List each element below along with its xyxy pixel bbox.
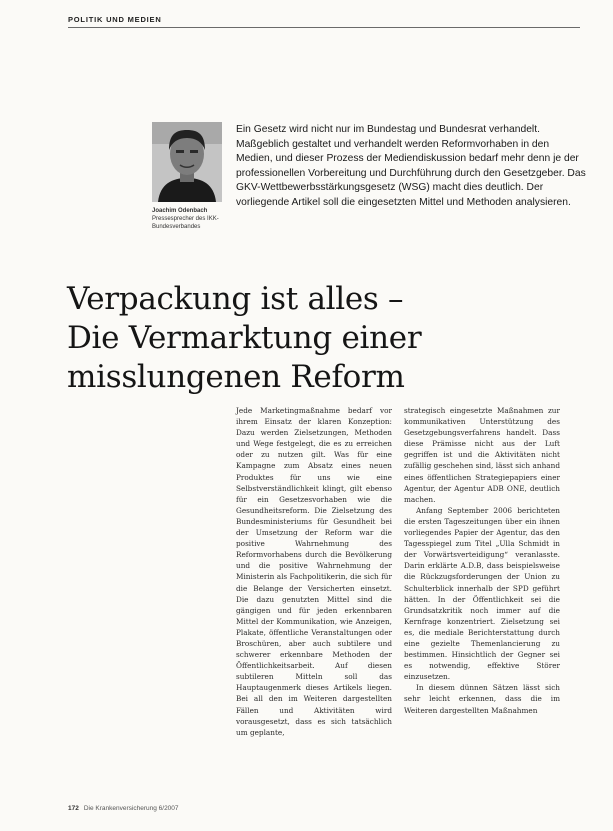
headline-line-3: misslungenen Reform (67, 359, 405, 395)
body-paragraph: Anfang September 2006 berichteten die ersten Tageszeitungen über ein ihnen vorliegendes Papier der Agentur, das den Tagesspiegel zum Titel „Ulla Schmidt in der Vorwärtsverteidigung“ veranlasste. Darin erklärte A.D.B, dass beispielsweise die Rückzugsforderungen der Union zu Schulterblick innerhalb der SPD geführt hätten. In der Öffentlichkeit sei die Grundsatzkritik noch immer auf die Kernfrage konzentriert. Zielsetzung sei es, die mediale Berichterstattung durch eine gezielte Themenlancierung zu bestimmen. Hinsichtlich der Gegner sei es notwendig, effektive Störer einzusetzen. (404, 505, 560, 682)
headline-line-2: Die Vermarktung einer (67, 320, 422, 356)
header-rule (68, 27, 580, 28)
body-paragraph: In diesem dünnen Sätzen lässt sich sehr leicht erkennen, dass die im Weiteren dargestellten Maßnahmen (404, 683, 560, 715)
article-headline (67, 280, 597, 397)
section-label: POLITIK UND MEDIEN (68, 15, 162, 24)
body-column-2 (404, 405, 560, 716)
body-paragraph: strategisch eingesetzte Maßnahmen zur kommunikativen Unterstützung des Gesetzgebungsverfahrens handelt. Dass diese Prämisse nicht aus der Luft gegriffen ist und die Aktivitäten nicht zufällig geschehen sind, lässt sich anhand eines öffentlichen Strategiepapiers einer Agentur, der Agentur ADB ONE, deutlich machen. (404, 406, 560, 504)
headline-line-1: Verpackung ist alles – (67, 281, 404, 317)
page-footer (68, 805, 179, 812)
lead-paragraph: Ein Gesetz wird nicht nur im Bundestag und Bundesrat verhandelt. Maßgeblich gestaltet und verhandelt werden Reformvorhaben in den Medien, und dieser Prozess der Mediendiskussion bedarf mehr denn je der professionellen Vorbereitung und Durchführung durch den Gesetzgeber. Das GKV-Wettbewerbsstärkungsgesetz (WSG) macht dies deutlich. Der vorliegende Artikel soll die eingesetzten Mittel und Methoden analysieren. (236, 124, 586, 208)
body-column-1 (236, 405, 392, 738)
author-caption (152, 207, 230, 231)
author-role: Pressesprecher des IKK-Bundesverbandes (152, 216, 219, 230)
author-name: Joachim Odenbach (152, 208, 208, 214)
journal-name: Die Krankenversicherung 6/2007 (83, 805, 179, 812)
body-paragraph: Jede Marketingmaßnahme bedarf vor ihrem Einsatz der klaren Konzeption: Dazu werden Zielsetzungen, Methoden und Wege festgelegt, die es zu erreichen oder zu nutzen gilt. Was für eine Kampagne zum Absatz eines neuen Produktes für uns wie eine Selbstverständlichkeit klingt, gilt ebenso für ein Gesetzesvorhaben wie die Gesundheitsreform. Die Zielsetzung des Bundesministeriums für Gesundheit bei der Umsetzung der Reform war die positive Wahrnehmung des Reformvorhabens durch die Bevölkerung und die positive Wahrnehmung der Ministerin als Fachpolitikerin, die sich für die Belange der Versicherten einsetzt. Die dazu genutzten Mittel sind die gängigen und für jeden erkennbaren Mittel der Kommunikation, wie Anzeigen, Plakate, öffentliche Veranstaltungen oder Broschüren, aber auch subtilere und schwerer erkennbare Methoden der Öffentlichkeitsarbeit. Auf diesen subtileren Mitteln soll das Hauptaugenmerk dieses Artikels liegen. Bei all den im Weiteren dargestellten Fällen und Aktivitäten wird vorausgesetzt, dass es sich tatsächlich um geplante, (236, 406, 392, 737)
author-portrait (152, 122, 222, 202)
page-number: 172 (68, 805, 79, 812)
